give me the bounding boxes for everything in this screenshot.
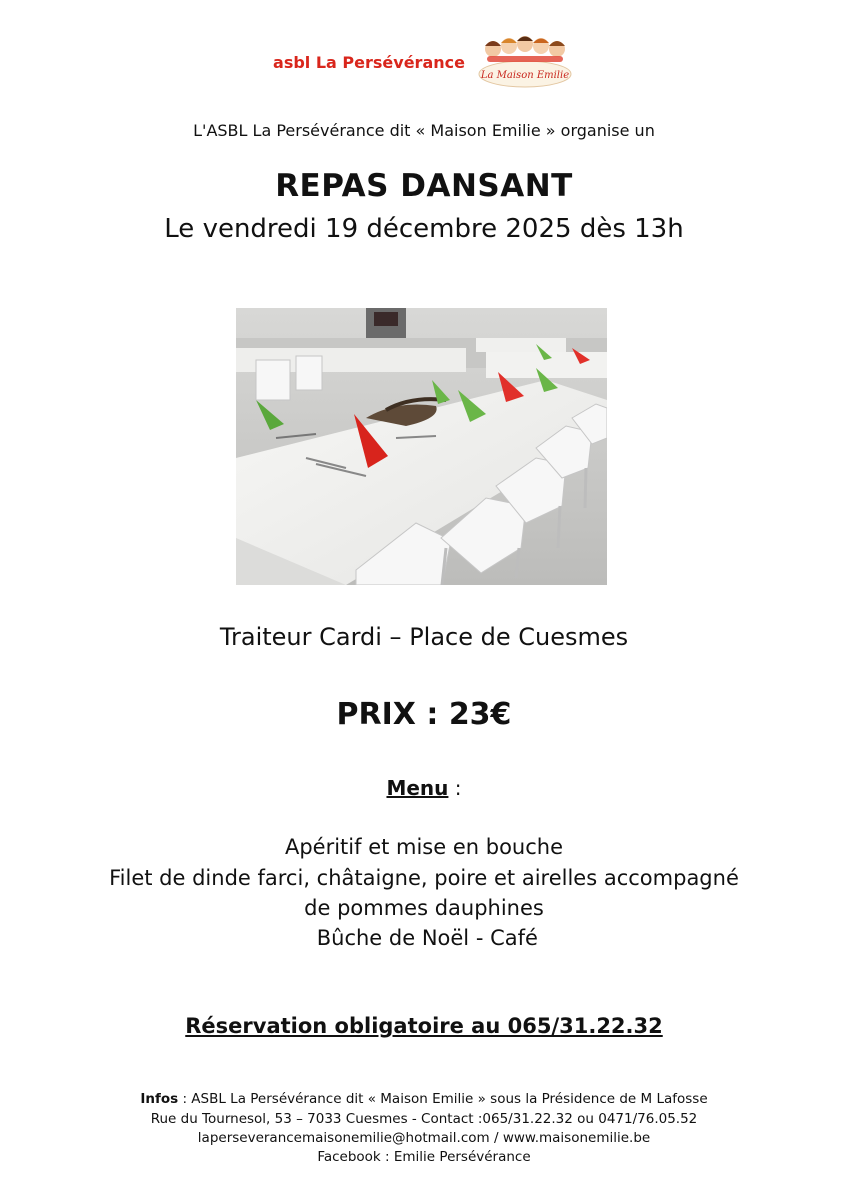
banquet-hall-photo bbox=[236, 308, 607, 585]
intro-text: L'ASBL La Persévérance dit « Maison Emilie » organise un bbox=[193, 121, 655, 140]
logo-text: La Maison Emilie bbox=[480, 70, 570, 81]
menu-line: Bûche de Noël - Café bbox=[310, 926, 538, 950]
menu-heading-suffix: : bbox=[448, 776, 462, 800]
menu-heading-label: Menu bbox=[386, 776, 449, 800]
maison-emilie-logo bbox=[475, 34, 575, 90]
footer-infos-text: : ASBL La Persévérance dit « Maison Emilie » sous la Présidence de M Lafosse bbox=[178, 1091, 708, 1107]
footer-address: Rue du Tournesol, 53 – 7033 Cuesmes - Contact :065/31.22.32 ou 0471/76.05.52 bbox=[150, 1111, 698, 1127]
reservation-notice: Réservation obligatoire au 065/31.22.32 bbox=[185, 1014, 663, 1038]
footer-facebook: Facebook : Emilie Persévérance bbox=[317, 1149, 531, 1165]
price: PRIX : 23€ bbox=[336, 697, 512, 732]
header bbox=[0, 34, 848, 90]
footer-infos-label: Infos bbox=[140, 1091, 179, 1107]
footer-web: laperseverancemaisonemilie@hotmail.com / www.maisonemilie.be bbox=[197, 1130, 651, 1146]
event-date: Le vendredi 19 décembre 2025 dès 13h bbox=[164, 214, 684, 244]
menu-line: Apéritif et mise en bouche bbox=[284, 835, 564, 859]
org-name: asbl La Persévérance bbox=[273, 52, 465, 72]
venue: Traiteur Cardi – Place de Cuesmes bbox=[219, 623, 629, 651]
footer-infos bbox=[0, 1091, 848, 1107]
event-title: REPAS DANSANT bbox=[275, 168, 573, 204]
menu-heading bbox=[0, 776, 848, 800]
menu-line: Filet de dinde farci, châtaigne, poire et airelles accompagné bbox=[109, 866, 739, 890]
menu-line: de pommes dauphines bbox=[304, 896, 544, 920]
